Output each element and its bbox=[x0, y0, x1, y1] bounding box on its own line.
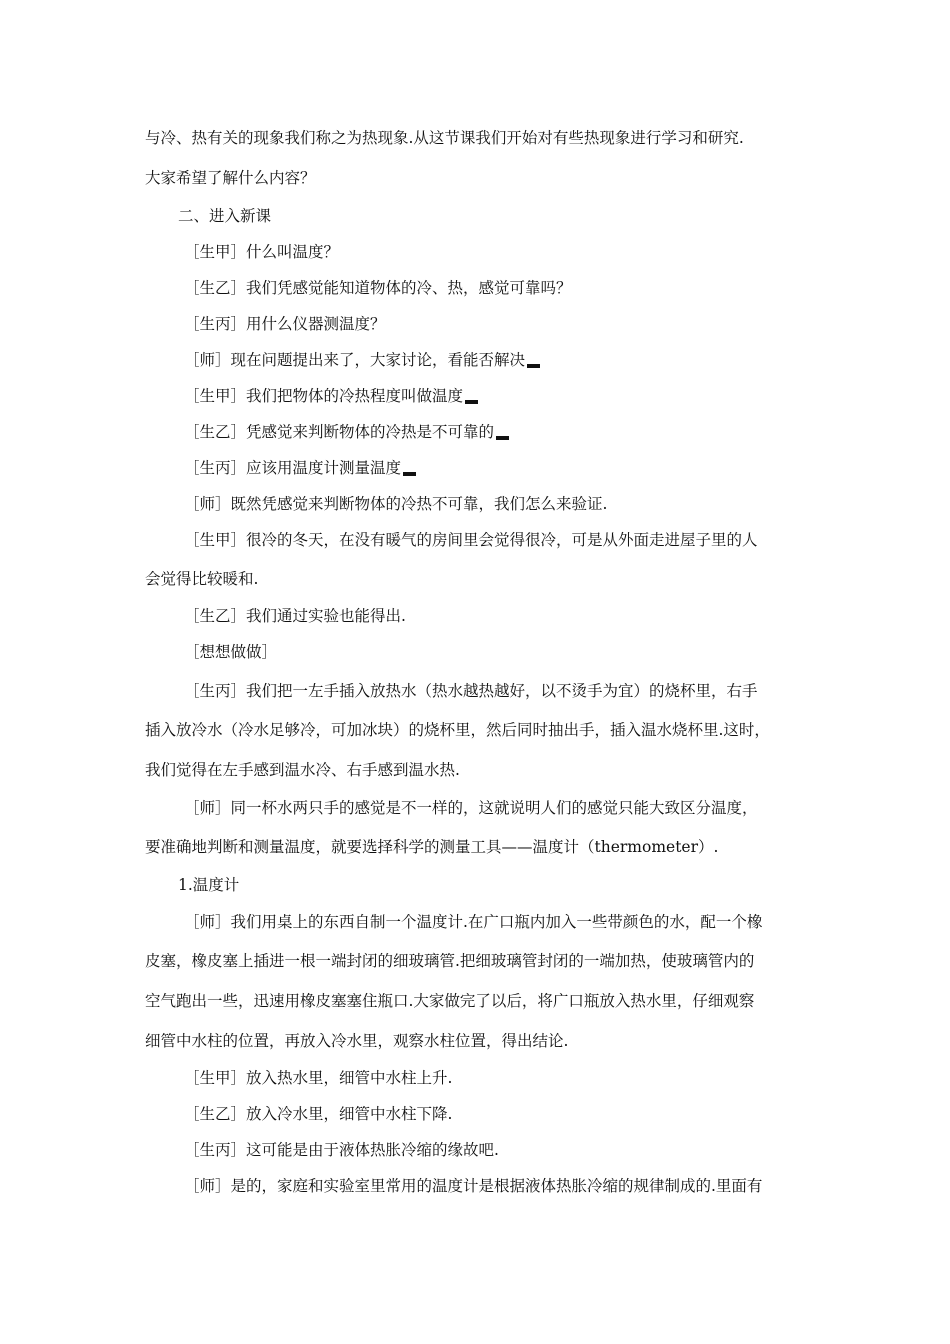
text-line: 我们觉得在左手感到温水冷、右手感到温水热. bbox=[145, 761, 460, 779]
text-line: ［生丙］这可能是由于液体热胀冷缩的缘故吧. bbox=[184, 1141, 499, 1159]
text-line: ［想想做做］ bbox=[184, 643, 278, 661]
text-line: ［师］我们用桌上的东西自制一个温度计.在广口瓶内加入一些带颜色的水，配一个橡 bbox=[184, 913, 763, 931]
ellipsis-mark-icon bbox=[496, 436, 509, 440]
ellipsis-mark-icon bbox=[527, 364, 540, 368]
text-line bbox=[184, 457, 416, 479]
text-line: 大家希望了解什么内容？ bbox=[145, 169, 316, 187]
text-line: ［生乙］放入冷水里，细管中水柱下降. bbox=[184, 1105, 453, 1123]
ellipsis-mark-icon bbox=[403, 472, 416, 476]
text-line-content: ［师］现在问题提出来了，大家讨论，看能否解决 bbox=[184, 351, 526, 369]
ellipsis-mark-icon bbox=[465, 400, 478, 404]
text-line: 与冷、热有关的现象我们称之为热现象.从这节课我们开始对有些热现象进行学习和研究. bbox=[145, 129, 744, 147]
text-line: ［生丙］我们把一左手插入放热水（热水越热越好，以不烫手为宜）的烧杯里，右手 bbox=[184, 682, 758, 700]
text-line: 会觉得比较暖和. bbox=[145, 570, 259, 588]
text-line-content: ［生丙］应该用温度计测量温度 bbox=[184, 459, 402, 477]
text-line: ［师］是的，家庭和实验室里常用的温度计是根据液体热胀冷缩的规律制成的.里面有 bbox=[184, 1177, 763, 1195]
text-line: ［生丙］用什么仪器测温度？ bbox=[184, 315, 386, 333]
text-line: ［师］同一杯水两只手的感觉是不一样的，这就说明人们的感觉只能大致区分温度， bbox=[184, 799, 758, 817]
section-heading: 1.温度计 bbox=[178, 876, 240, 894]
text-line bbox=[184, 385, 478, 407]
text-line: 细管中水柱的位置，再放入冷水里，观察水柱位置，得出结论. bbox=[145, 1032, 569, 1050]
section-heading: 二、进入新课 bbox=[178, 207, 272, 225]
text-line: ［生乙］我们凭感觉能知道物体的冷、热，感觉可靠吗？ bbox=[184, 279, 572, 297]
text-line: ［生甲］放入热水里，细管中水柱上升. bbox=[184, 1069, 453, 1087]
text-line bbox=[184, 349, 540, 371]
text-line: ［生乙］我们通过实验也能得出. bbox=[184, 607, 406, 625]
text-line: 皮塞，橡皮塞上插进一根一端封闭的细玻璃管.把细玻璃管封闭的一端加热，使玻璃管内的 bbox=[145, 952, 755, 970]
text-line: 空气跑出一些，迅速用橡皮塞塞住瓶口.大家做完了以后，将广口瓶放入热水里，仔细观察 bbox=[145, 992, 755, 1010]
text-line-content: ［生甲］我们把物体的冷热程度叫做温度 bbox=[184, 387, 464, 405]
text-line-content: ［生乙］凭感觉来判断物体的冷热是不可靠的 bbox=[184, 423, 495, 441]
text-line: ［师］既然凭感觉来判断物体的冷热不可靠，我们怎么来验证. bbox=[184, 495, 608, 513]
text-line bbox=[184, 421, 509, 443]
text-line: ［生甲］什么叫温度？ bbox=[184, 243, 340, 261]
text-line: 插入放冷水（冷水足够冷，可加冰块）的烧杯里，然后同时抽出手，插入温水烧杯里.这时， bbox=[145, 721, 770, 739]
text-line: ［生甲］很冷的冬天，在没有暖气的房间里会觉得很冷，可是从外面走进屋子里的人 bbox=[184, 531, 758, 549]
text-line: 要准确地判断和测量温度，就要选择科学的测量工具——温度计（thermometer）. bbox=[145, 838, 719, 856]
